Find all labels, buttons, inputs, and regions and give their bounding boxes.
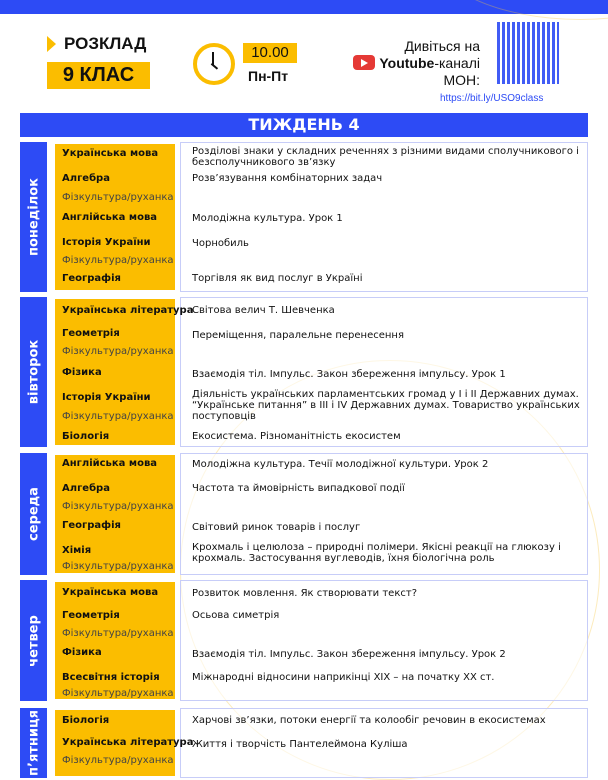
subject-name: Алгебра	[62, 483, 110, 494]
subject-name: Українська література	[62, 737, 194, 748]
channel-link[interactable]: https://bit.ly/USO9class	[440, 93, 544, 104]
pe-break: Фізкультура/руханка	[62, 255, 174, 266]
grade-badge: 9 КЛАС	[47, 62, 150, 89]
broadcast-days: Пн-Пт	[248, 68, 289, 84]
subject-name: Алгебра	[62, 173, 110, 184]
pe-break: Фізкультура/руханка	[62, 561, 174, 572]
lesson-topic: Розв’язування комбінаторних задач	[192, 173, 383, 184]
subject-name: Всесвітня історія	[62, 672, 160, 683]
pe-break: Фізкультура/руханка	[62, 688, 174, 699]
subject-name: Англійська мова	[62, 212, 158, 223]
subject-name: Географія	[62, 273, 121, 284]
lesson-topic: Життя і творчість Пантелеймона Куліша	[192, 739, 408, 750]
lesson-topic: Молодіжна культура. Течії молодіжної культури. Урок 2	[192, 459, 489, 470]
day-label-box	[20, 580, 47, 701]
lesson-topic: Розділові знаки у складних реченнях з різними видами сполучникового і безсполучникового зв’язку	[192, 146, 579, 168]
subject-name: Українська мова	[62, 148, 159, 159]
subject-name: Хімія	[62, 545, 92, 556]
lesson-topic: Світова велич Т. Шевченка	[192, 305, 335, 316]
lesson-topic: Осьова симетрія	[192, 610, 280, 621]
youtube-text-1: Дивіться на	[404, 38, 480, 54]
lesson-topic: Чорнобиль	[192, 238, 249, 249]
lesson-topic: Молодіжна культура. Урок 1	[192, 213, 343, 224]
day-label: п’ятниця	[26, 710, 41, 776]
subject-name: Фізика	[62, 647, 102, 658]
lesson-topic: Торгівля як вид послуг в Україні	[192, 273, 363, 284]
pe-break: Фізкультура/руханка	[62, 755, 174, 766]
lesson-topic: Крохмаль і целюлоза – природні полімери. Якісні реакції на глюкозу і крохмаль. Застосування вуглеводів, їхня біологічна роль	[192, 542, 561, 564]
day-label-box	[20, 453, 47, 575]
subject-name: Біологія	[62, 715, 110, 726]
subject-name: Англійська мова	[62, 458, 158, 469]
youtube-text-3: МОН:	[443, 72, 480, 88]
lesson-topic: Взаємодія тіл. Імпульс. Закон збереження імпульсу. Урок 1	[192, 369, 506, 380]
lesson-topic: Екосистема. Різноманітність екосистем	[192, 431, 401, 442]
subject-name: Історія України	[62, 392, 151, 403]
pe-break: Фізкультура/руханка	[62, 411, 174, 422]
pe-break: Фізкультура/руханка	[62, 628, 174, 639]
subject-name: Геометрія	[62, 328, 120, 339]
day-label: середа	[26, 487, 41, 541]
subject-name: Фізика	[62, 367, 102, 378]
arrow-icon	[47, 36, 56, 52]
subject-name: Історія України	[62, 237, 151, 248]
lesson-topic: Переміщення, паралельне перенесення	[192, 330, 404, 341]
week-title: ТИЖДЕНЬ 4	[20, 113, 588, 137]
subject-name: Геометрія	[62, 610, 120, 621]
pe-break: Фізкультура/руханка	[62, 346, 174, 357]
day-label-box	[20, 297, 47, 447]
pe-break: Фізкультура/руханка	[62, 192, 174, 203]
lesson-topic: Міжнародні відносини наприкінці ХІХ – на початку ХХ ст.	[192, 672, 495, 683]
lesson-topic: Світовий ринок товарів і послуг	[192, 522, 361, 533]
subject-name: Українська література	[62, 305, 194, 316]
day-label: четвер	[26, 614, 41, 667]
broadcast-time: 10.00	[243, 43, 297, 63]
lesson-topic: Харчові зв’язки, потоки енергії та колообіг речовин в екосистемах	[192, 715, 546, 726]
qr-code[interactable]	[497, 22, 559, 84]
lesson-topic: Взаємодія тіл. Імпульс. Закон збереження імпульсу. Урок 2	[192, 649, 506, 660]
day-label-box	[20, 708, 47, 778]
pe-break: Фізкультура/руханка	[62, 501, 174, 512]
day-label: вівторок	[26, 339, 41, 405]
subject-name: Біологія	[62, 431, 110, 442]
youtube-icon	[353, 55, 375, 70]
subject-name: Географія	[62, 520, 121, 531]
lesson-topic: Частота та ймовірність випадкової події	[192, 483, 405, 494]
youtube-label: Youtube	[379, 55, 435, 71]
youtube-text-2	[340, 55, 480, 71]
subject-name: Українська мова	[62, 587, 159, 598]
day-label: понеділок	[26, 178, 41, 256]
lesson-topic: Розвиток мовлення. Як створювати текст?	[192, 588, 418, 599]
day-label-box	[20, 142, 47, 292]
lesson-topic: Діяльність українських парламентських громад у І і ІІ Державних думах. “Українське питання” в ІІІ і IV Державних думах. Товариство українських поступовців	[192, 389, 580, 422]
youtube-suffix: -каналі	[434, 55, 480, 71]
clock-icon	[193, 43, 235, 85]
page-title: РОЗКЛАД	[64, 34, 147, 53]
